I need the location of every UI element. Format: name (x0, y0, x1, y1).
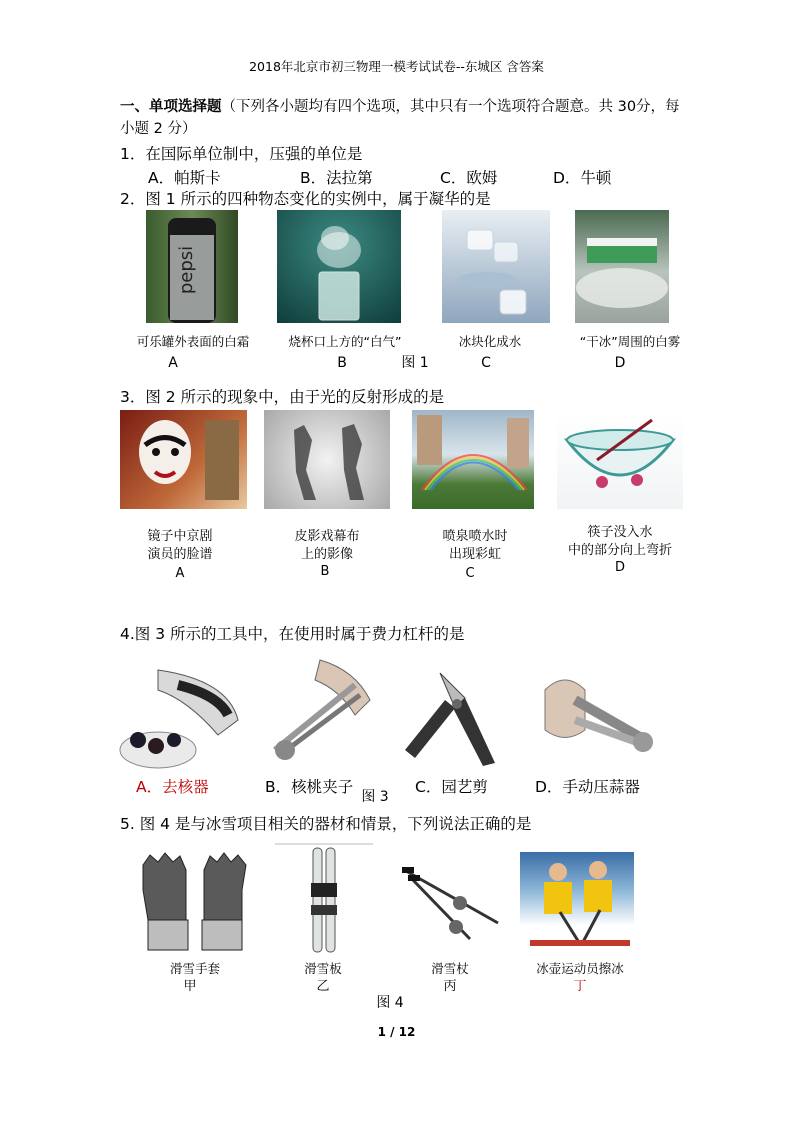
figure-4-number: 图 4 (376, 995, 404, 1011)
figure-1c-caption: 冰块化成水 (458, 334, 522, 349)
figure-1d-caption: “干冰”周围的白雾 (579, 334, 681, 349)
pepsi-brand-text: pepsi (176, 245, 197, 295)
figure-4a-photo (138, 850, 252, 952)
question-1-stem: 1．在国际单位制中，压强的单位是 (120, 145, 363, 163)
figure-3a-photo (118, 660, 244, 770)
q1-option-d: D．牛顿 (553, 169, 612, 187)
section-title: 一、单项选择题 (120, 99, 222, 115)
figure-1d-photo (575, 210, 669, 323)
q4-option-c: C．园艺剪 (415, 778, 488, 796)
figure-2b-photo (264, 410, 390, 509)
figure-1b-photo (277, 210, 401, 323)
figure-3c-photo (395, 658, 513, 770)
figure-1a-label: A (168, 355, 178, 371)
figure-4d-photo (520, 852, 634, 950)
figure-1b-caption: 烧杯口上方的“白气” (288, 334, 402, 349)
section-note: （下列各小题均有四个选项，其中只有一个选项符合题意。共 30分，每小题 2 分） (120, 99, 680, 137)
figure-4b-photo (275, 843, 373, 955)
figure-2a-caption-line2: 演员的脸谱 (147, 547, 213, 562)
figure-2a-caption-line1: 镜子中京剧 (147, 529, 213, 544)
q1-option-c: C．欧姆 (440, 169, 498, 187)
figure-2c-label: C (465, 566, 475, 581)
figure-4d-caption: 冰壶运动员擦冰 (536, 961, 624, 976)
page-header: 2018年北京市初三物理一模考试试卷--东城区 含答案 (249, 59, 544, 74)
figure-2d-caption-line2: 中的部分向上弯折 (567, 543, 672, 558)
figure-2c-caption-line2: 出现彩虹 (448, 547, 501, 562)
question-5-stem: 5. 图 4 是与冰雪项目相关的器材和情景，下列说法正确的是 (120, 815, 532, 833)
figure-3-number: 图 3 (361, 789, 389, 805)
q4-option-a: A．去核器 (136, 778, 209, 796)
question-4-stem: 4.图 3 所示的工具中，在使用时属于费力杠杆的是 (120, 625, 465, 643)
figure-4b-label: 乙 (316, 979, 330, 994)
figure-1c-photo (442, 210, 550, 323)
question-2-stem: 2．图 1 所示的四种物态变化的实例中，属于凝华的是 (120, 190, 491, 208)
figure-2c-photo (412, 410, 534, 509)
q1-option-b: B．法拉第 (300, 169, 373, 187)
figure-1b-label: B (337, 355, 347, 371)
figure-2c-caption-line1: 喷泉喷水时 (442, 529, 508, 544)
figure-2b-caption-line2: 上的影像 (300, 547, 353, 562)
q1-option-a: A．帕斯卡 (148, 169, 221, 187)
figure-4a-label: 甲 (183, 979, 197, 994)
figure-2a-photo (120, 410, 247, 509)
figure-1-number: 图 1 (401, 355, 429, 371)
figure-2b-label: B (320, 564, 330, 579)
q4-option-b: B．核桃夹子 (265, 778, 354, 796)
figure-2d-label: D (614, 560, 625, 575)
figure-3d-photo (535, 660, 657, 770)
page-number: 1 / 12 (377, 1025, 416, 1039)
figure-3b-photo (260, 655, 378, 770)
figure-2d-caption-line1: 筷子没入水 (587, 525, 653, 540)
figure-2b-caption-line1: 皮影戏幕布 (294, 529, 360, 544)
figure-1c-label: C (481, 355, 491, 371)
figure-4c-photo (398, 865, 506, 945)
figure-4a-caption: 滑雪手套 (169, 961, 220, 976)
figure-4c-label: 丙 (443, 979, 457, 994)
figure-1a-photo (146, 210, 238, 323)
q4-option-d: D．手动压蒜器 (535, 778, 640, 796)
figure-1d-label: D (614, 355, 626, 371)
question-3-stem: 3．图 2 所示的现象中，由于光的反射形成的是 (120, 388, 445, 406)
section-heading (120, 96, 680, 140)
figure-1a-caption: 可乐罐外表面的白霜 (136, 334, 250, 349)
figure-4b-caption: 滑雪板 (304, 961, 342, 976)
figure-4c-caption: 滑雪杖 (431, 961, 469, 976)
figure-2a-label: A (175, 566, 185, 581)
figure-2d-photo (557, 410, 683, 509)
figure-4d-label: 丁 (573, 979, 587, 994)
